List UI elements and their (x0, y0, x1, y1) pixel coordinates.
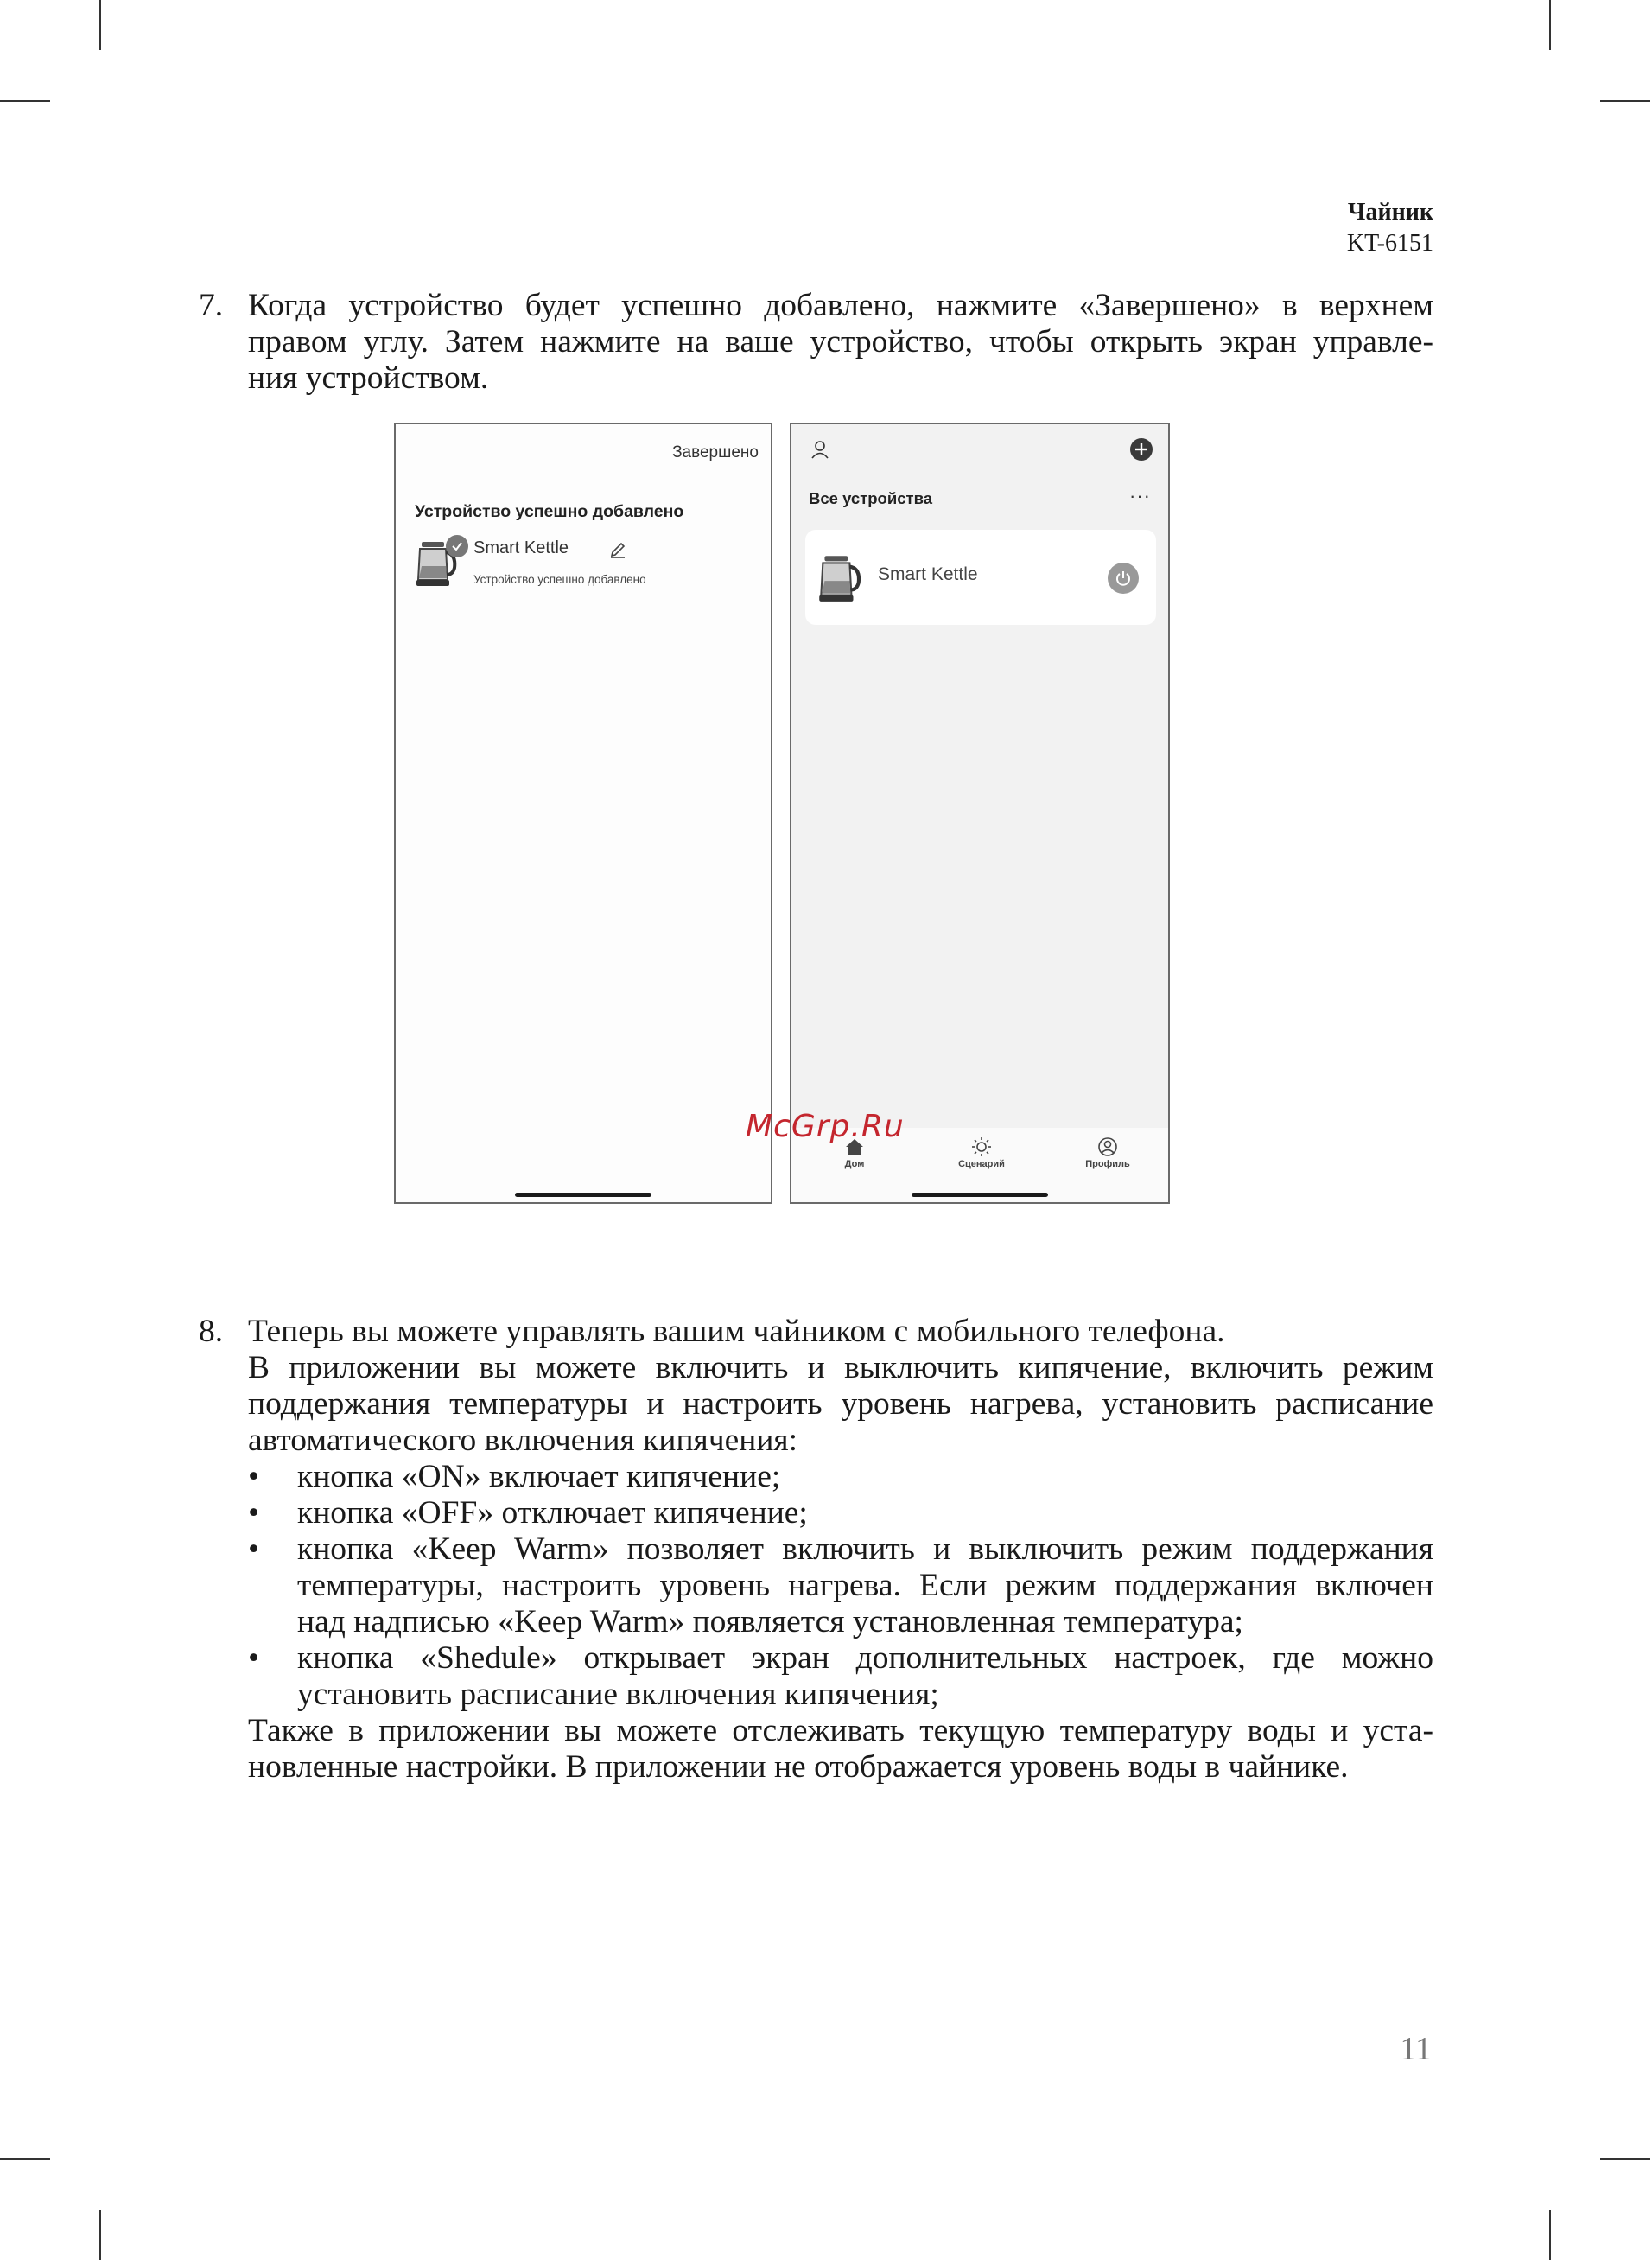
step-8-outro (248, 1713, 1433, 1786)
text-line: правом углу. Затем нажмите на ваше устройство, чтобы открыть экран управле- (248, 324, 1433, 360)
header-title: Чайник (1347, 199, 1433, 226)
tab-label: Сценарий (958, 1159, 1005, 1169)
text-line: Также в приложении вы можете отслеживать текущую температуру воды и уста- (248, 1713, 1433, 1748)
header-model: KT-6151 (1346, 230, 1433, 257)
text-line: поддержания температуры и настроить уровень нагрева, установить расписание (248, 1386, 1433, 1422)
text-line: кнопка «Shedule» открывает экран дополнительных настроек, где можно (297, 1640, 1433, 1676)
text-line: установить расписание включения кипячения; (297, 1677, 939, 1712)
bullet-icon: • (248, 1640, 260, 1676)
user-icon[interactable] (809, 438, 831, 461)
tab-label: Профиль (1085, 1159, 1130, 1169)
text-line: температуры, настроить уровень нагрева. Если режим поддержания включен (297, 1568, 1433, 1603)
text-line: В приложении вы можете включить и выключить кипячение, включить режим (248, 1350, 1433, 1385)
feature-list (248, 1459, 1433, 1713)
device-card[interactable] (805, 530, 1156, 625)
step-8-intro (248, 1314, 1433, 1459)
text-line: ния устройством. (248, 360, 489, 396)
text-line: кнопка «OFF» отключает кипячение; (297, 1495, 808, 1531)
add-device-icon[interactable] (1128, 436, 1154, 462)
device-status: Устройство успешно добавлено (473, 573, 646, 586)
check-icon (446, 535, 468, 557)
phone-screen-all-devices (790, 423, 1170, 1204)
more-icon[interactable]: ··· (1129, 485, 1151, 506)
text-line: Когда устройство будет успешно добавлено, нажмите «Завершено» в верхнем (248, 288, 1433, 323)
step-7-text (248, 288, 1433, 397)
kettle-icon (817, 551, 862, 604)
page-number: 11 (1400, 2031, 1432, 2067)
device-name: Smart Kettle (878, 564, 978, 584)
text-line: над надписью «Keep Warm» появляется установленная температура; (297, 1604, 1243, 1639)
power-icon (1114, 569, 1133, 588)
tab-scenario[interactable] (938, 1136, 1025, 1169)
text-line: кнопка «Keep Warm» позволяет включить и выключить режим поддержания (297, 1531, 1433, 1567)
watermark: McGrp.Ru (746, 1109, 905, 1144)
crop-mark (0, 2158, 50, 2160)
section-title: Все устройства (809, 489, 932, 507)
crop-mark (99, 0, 101, 50)
step-7-number: 7. (199, 288, 224, 323)
crop-mark (1549, 0, 1551, 50)
crop-mark (1600, 2158, 1650, 2160)
bullet-icon: • (248, 1531, 260, 1567)
device-name: Smart Kettle (473, 538, 569, 557)
profile-icon (1096, 1136, 1119, 1157)
list-item (248, 1495, 1433, 1531)
bullet-icon: • (248, 1459, 260, 1494)
list-item (248, 1640, 1433, 1713)
step-8-number: 8. (199, 1314, 224, 1349)
edit-icon[interactable] (608, 540, 627, 559)
crop-mark (1549, 2210, 1551, 2260)
home-indicator (515, 1193, 651, 1197)
success-title: Устройство успешно добавлено (415, 502, 684, 521)
text-line: автоматического включения кипячения: (248, 1423, 798, 1458)
text-line: новленные настройки. В приложении не отображается уровень воды в чайнике. (248, 1749, 1349, 1785)
list-item (248, 1459, 1433, 1495)
crop-mark (0, 100, 50, 102)
sun-icon (970, 1136, 993, 1157)
done-button[interactable]: Завершено (672, 443, 759, 462)
text-line: Теперь вы можете управлять вашим чайником с мобильного телефона. (248, 1314, 1225, 1349)
power-button[interactable] (1108, 563, 1139, 594)
page-header (1347, 197, 1433, 259)
tab-profile[interactable] (1064, 1136, 1151, 1169)
home-indicator (912, 1193, 1048, 1197)
bullet-icon: • (248, 1495, 260, 1531)
crop-mark (99, 2210, 101, 2260)
phone-screen-device-added (394, 423, 772, 1204)
list-item (248, 1531, 1433, 1640)
crop-mark (1600, 100, 1650, 102)
tab-label: Дом (844, 1159, 865, 1169)
text-line: кнопка «ON» включает кипячение; (297, 1459, 781, 1494)
